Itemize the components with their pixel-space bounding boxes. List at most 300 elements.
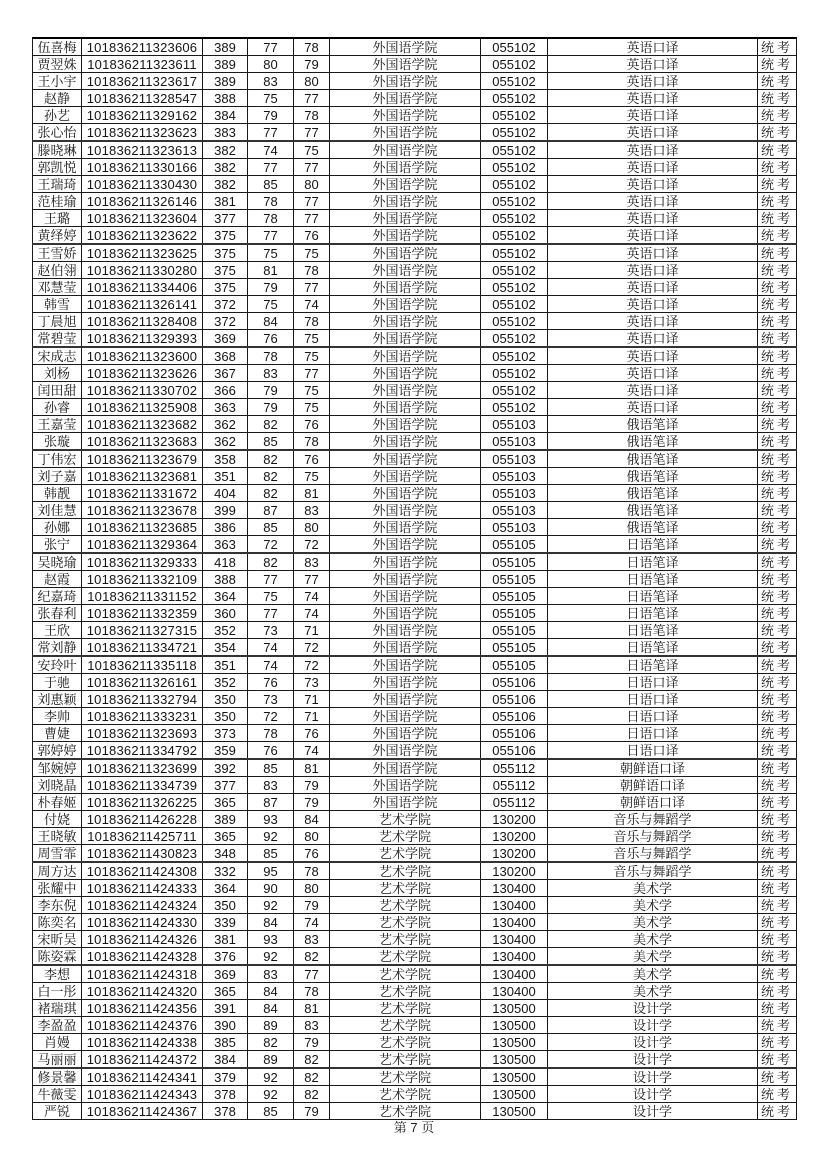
college: 艺术学院: [330, 914, 481, 931]
exam-type: 统考: [758, 605, 797, 622]
exam-type: 统考: [758, 725, 797, 742]
college: 外国语学院: [330, 347, 481, 365]
exam-type: 统考: [758, 1034, 797, 1051]
major-code: 055102: [481, 382, 548, 399]
score-3: 77: [294, 193, 330, 210]
score-2: 77: [248, 571, 294, 588]
exam-type: 统考: [758, 193, 797, 210]
major-name: 英语口译: [548, 38, 758, 56]
score-1: 350: [203, 708, 248, 725]
exam-type: 统考: [758, 176, 797, 193]
major-code: 130500: [481, 1034, 548, 1051]
score-2: 72: [248, 536, 294, 554]
score-2: 87: [248, 794, 294, 811]
major-name: 英语口译: [548, 193, 758, 210]
exam-id: 101836211323679: [82, 450, 203, 468]
college: 艺术学院: [330, 1051, 481, 1069]
college: 艺术学院: [330, 1068, 481, 1086]
college: 外国语学院: [330, 244, 481, 262]
major-code: 055106: [481, 742, 548, 760]
score-3: 79: [294, 794, 330, 811]
college: 外国语学院: [330, 330, 481, 348]
table-body: [33, 38, 797, 1120]
table-row: [33, 588, 797, 605]
major-code: 130500: [481, 1068, 548, 1086]
score-3: 75: [294, 382, 330, 399]
student-name: 韩雪: [33, 296, 82, 313]
table-row: [33, 708, 797, 725]
exam-id: 101836211424326: [82, 931, 203, 948]
score-1: 363: [203, 399, 248, 416]
score-1: 367: [203, 365, 248, 382]
score-3: 80: [294, 176, 330, 193]
student-name: 张春利: [33, 605, 82, 622]
exam-type: 统考: [758, 622, 797, 639]
score-3: 71: [294, 708, 330, 725]
exam-type: 统考: [758, 227, 797, 245]
score-1: 365: [203, 828, 248, 845]
college: 外国语学院: [330, 365, 481, 382]
score-3: 75: [294, 330, 330, 348]
score-1: 377: [203, 210, 248, 227]
score-1: 375: [203, 279, 248, 296]
exam-type: 统考: [758, 450, 797, 468]
score-1: 376: [203, 948, 248, 966]
score-2: 82: [248, 553, 294, 571]
college: 艺术学院: [330, 983, 481, 1000]
exam-id: 101836211326161: [82, 674, 203, 691]
exam-id: 101836211323623: [82, 124, 203, 142]
major-name: 日语口译: [548, 708, 758, 725]
student-name: 常刘静: [33, 639, 82, 657]
exam-type: 统考: [758, 141, 797, 159]
student-name: 刘佳慧: [33, 502, 82, 519]
exam-id: 101836211323613: [82, 141, 203, 159]
score-1: 351: [203, 656, 248, 674]
score-2: 81: [248, 262, 294, 279]
major-name: 美术学: [548, 983, 758, 1000]
student-name: 孙娜: [33, 519, 82, 536]
student-name: 邓慧莹: [33, 279, 82, 296]
score-2: 78: [248, 210, 294, 227]
college: 外国语学院: [330, 639, 481, 657]
major-name: 俄语笔译: [548, 416, 758, 433]
exam-id: 101836211323682: [82, 416, 203, 433]
major-name: 设计学: [548, 1000, 758, 1017]
table-row: [33, 468, 797, 485]
exam-id: 101836211323606: [82, 38, 203, 56]
score-2: 75: [248, 588, 294, 605]
major-name: 俄语笔译: [548, 502, 758, 519]
major-name: 英语口译: [548, 159, 758, 176]
admission-score-table: [32, 37, 797, 1120]
major-code: 055102: [481, 296, 548, 313]
exam-type: 统考: [758, 159, 797, 176]
major-name: 日语笔译: [548, 553, 758, 571]
exam-id: 101836211334792: [82, 742, 203, 760]
exam-type: 统考: [758, 691, 797, 708]
table-row: [33, 1051, 797, 1069]
student-name: 黄绎婷: [33, 227, 82, 245]
exam-id: 101836211323678: [82, 502, 203, 519]
college: 外国语学院: [330, 794, 481, 811]
major-code: 055102: [481, 56, 548, 73]
score-1: 378: [203, 1103, 248, 1120]
college: 外国语学院: [330, 536, 481, 554]
major-name: 英语口译: [548, 399, 758, 416]
exam-id: 101836211334739: [82, 777, 203, 794]
college: 艺术学院: [330, 1103, 481, 1120]
college: 外国语学院: [330, 416, 481, 433]
score-2: 93: [248, 931, 294, 948]
exam-type: 统考: [758, 279, 797, 296]
exam-type: 统考: [758, 656, 797, 674]
score-1: 360: [203, 605, 248, 622]
college: 外国语学院: [330, 193, 481, 210]
exam-type: 统考: [758, 519, 797, 536]
student-name: 李想: [33, 965, 82, 983]
score-2: 84: [248, 983, 294, 1000]
score-2: 74: [248, 656, 294, 674]
table-row: [33, 983, 797, 1000]
college: 艺术学院: [330, 811, 481, 828]
exam-id: 101836211326225: [82, 794, 203, 811]
score-3: 82: [294, 1068, 330, 1086]
exam-id: 101836211334721: [82, 639, 203, 657]
college: 外国语学院: [330, 725, 481, 742]
college: 外国语学院: [330, 519, 481, 536]
score-3: 78: [294, 107, 330, 124]
exam-id: 101836211323699: [82, 759, 203, 777]
exam-type: 统考: [758, 914, 797, 931]
college: 艺术学院: [330, 965, 481, 983]
table-row: [33, 416, 797, 433]
score-2: 75: [248, 296, 294, 313]
major-name: 美术学: [548, 897, 758, 914]
college: 艺术学院: [330, 828, 481, 845]
student-name: 张心怡: [33, 124, 82, 142]
exam-id: 101836211424338: [82, 1034, 203, 1051]
score-2: 75: [248, 244, 294, 262]
student-name: 于驰: [33, 674, 82, 691]
student-name: 闰田甜: [33, 382, 82, 399]
college: 艺术学院: [330, 1086, 481, 1103]
college: 外国语学院: [330, 571, 481, 588]
score-3: 81: [294, 1000, 330, 1017]
exam-id: 101836211424308: [82, 862, 203, 880]
major-code: 055112: [481, 777, 548, 794]
exam-type: 统考: [758, 742, 797, 760]
major-name: 音乐与舞蹈学: [548, 862, 758, 880]
college: 外国语学院: [330, 656, 481, 674]
major-code: 055102: [481, 399, 548, 416]
score-2: 79: [248, 399, 294, 416]
score-3: 83: [294, 553, 330, 571]
student-name: 纪嘉琦: [33, 588, 82, 605]
score-3: 77: [294, 365, 330, 382]
major-name: 俄语笔译: [548, 468, 758, 485]
score-1: 352: [203, 622, 248, 639]
exam-id: 101836211330280: [82, 262, 203, 279]
score-2: 92: [248, 1086, 294, 1103]
major-name: 设计学: [548, 1068, 758, 1086]
major-name: 日语笔译: [548, 536, 758, 554]
major-name: 日语口译: [548, 691, 758, 708]
score-3: 75: [294, 399, 330, 416]
score-2: 83: [248, 777, 294, 794]
table-row: [33, 141, 797, 159]
college: 外国语学院: [330, 296, 481, 313]
exam-id: 101836211332109: [82, 571, 203, 588]
major-code: 055102: [481, 90, 548, 107]
score-2: 79: [248, 279, 294, 296]
score-3: 76: [294, 416, 330, 433]
major-name: 朝鲜语口译: [548, 794, 758, 811]
exam-id: 101836211328408: [82, 313, 203, 330]
table-row: [33, 1017, 797, 1034]
score-3: 84: [294, 811, 330, 828]
table-row: [33, 811, 797, 828]
table-row: [33, 656, 797, 674]
major-name: 英语口译: [548, 279, 758, 296]
college: 外国语学院: [330, 313, 481, 330]
major-name: 日语笔译: [548, 622, 758, 639]
college: 外国语学院: [330, 605, 481, 622]
student-name: 范桂瑜: [33, 193, 82, 210]
major-code: 130200: [481, 862, 548, 880]
table-row: [33, 1000, 797, 1017]
score-2: 77: [248, 605, 294, 622]
score-1: 366: [203, 382, 248, 399]
score-3: 74: [294, 605, 330, 622]
exam-type: 统考: [758, 73, 797, 90]
college: 外国语学院: [330, 382, 481, 399]
college: 外国语学院: [330, 107, 481, 124]
major-name: 英语口译: [548, 90, 758, 107]
major-code: 055105: [481, 605, 548, 622]
exam-type: 统考: [758, 1017, 797, 1034]
exam-id: 101836211323600: [82, 347, 203, 365]
college: 外国语学院: [330, 708, 481, 725]
score-2: 79: [248, 382, 294, 399]
exam-id: 101836211424324: [82, 897, 203, 914]
score-1: 386: [203, 519, 248, 536]
major-code: 130400: [481, 931, 548, 948]
college: 外国语学院: [330, 90, 481, 107]
score-2: 92: [248, 828, 294, 845]
table-row: [33, 38, 797, 56]
table-row: [33, 502, 797, 519]
score-3: 80: [294, 828, 330, 845]
score-2: 95: [248, 862, 294, 880]
exam-type: 统考: [758, 862, 797, 880]
exam-type: 统考: [758, 897, 797, 914]
major-code: 055112: [481, 794, 548, 811]
major-name: 音乐与舞蹈学: [548, 828, 758, 845]
table-row: [33, 56, 797, 73]
score-1: 365: [203, 794, 248, 811]
table-row: [33, 965, 797, 983]
score-2: 75: [248, 90, 294, 107]
major-code: 055103: [481, 416, 548, 433]
exam-id: 101836211326141: [82, 296, 203, 313]
major-name: 英语口译: [548, 141, 758, 159]
exam-id: 101836211329333: [82, 553, 203, 571]
score-3: 72: [294, 656, 330, 674]
score-1: 348: [203, 845, 248, 863]
student-name: 郭婷婷: [33, 742, 82, 760]
major-name: 英语口译: [548, 330, 758, 348]
student-name: 牛薇雯: [33, 1086, 82, 1103]
score-3: 80: [294, 880, 330, 897]
score-3: 82: [294, 1051, 330, 1069]
score-2: 78: [248, 725, 294, 742]
student-name: 王雪娇: [33, 244, 82, 262]
score-2: 77: [248, 124, 294, 142]
college: 艺术学院: [330, 931, 481, 948]
student-name: 张宁: [33, 536, 82, 554]
college: 外国语学院: [330, 777, 481, 794]
exam-type: 统考: [758, 365, 797, 382]
major-name: 英语口译: [548, 210, 758, 227]
student-name: 常碧莹: [33, 330, 82, 348]
score-3: 78: [294, 262, 330, 279]
exam-id: 101836211331152: [82, 588, 203, 605]
student-name: 刘杨: [33, 365, 82, 382]
exam-type: 统考: [758, 244, 797, 262]
score-1: 351: [203, 468, 248, 485]
major-name: 日语口译: [548, 725, 758, 742]
major-name: 俄语笔译: [548, 450, 758, 468]
major-name: 日语笔译: [548, 571, 758, 588]
student-name: 周方达: [33, 862, 82, 880]
exam-id: 101836211424376: [82, 1017, 203, 1034]
major-code: 055102: [481, 141, 548, 159]
score-1: 362: [203, 416, 248, 433]
score-1: 383: [203, 124, 248, 142]
exam-type: 统考: [758, 1068, 797, 1086]
major-code: 055103: [481, 450, 548, 468]
score-2: 84: [248, 914, 294, 931]
major-name: 俄语笔译: [548, 519, 758, 536]
exam-type: 统考: [758, 382, 797, 399]
major-name: 英语口译: [548, 227, 758, 245]
score-3: 78: [294, 313, 330, 330]
exam-id: 101836211332359: [82, 605, 203, 622]
student-name: 滕晓琳: [33, 141, 82, 159]
major-code: 055112: [481, 759, 548, 777]
student-name: 张耀中: [33, 880, 82, 897]
major-name: 英语口译: [548, 262, 758, 279]
score-1: 363: [203, 536, 248, 554]
score-3: 82: [294, 948, 330, 966]
exam-type: 统考: [758, 56, 797, 73]
score-2: 74: [248, 141, 294, 159]
table-row: [33, 210, 797, 227]
student-name: 吴晓瑜: [33, 553, 82, 571]
table-row: [33, 176, 797, 193]
student-name: 白一彤: [33, 983, 82, 1000]
score-2: 74: [248, 639, 294, 657]
student-name: 王嘉莹: [33, 416, 82, 433]
major-code: 130200: [481, 828, 548, 845]
college: 外国语学院: [330, 468, 481, 485]
score-3: 82: [294, 1086, 330, 1103]
table-row: [33, 862, 797, 880]
exam-id: 101836211424343: [82, 1086, 203, 1103]
score-1: 399: [203, 502, 248, 519]
student-name: 邹婉婷: [33, 759, 82, 777]
exam-type: 统考: [758, 210, 797, 227]
exam-type: 统考: [758, 1051, 797, 1069]
student-name: 王璐: [33, 210, 82, 227]
score-1: 354: [203, 639, 248, 657]
major-name: 英语口译: [548, 56, 758, 73]
student-name: 王小宇: [33, 73, 82, 90]
score-1: 369: [203, 330, 248, 348]
major-name: 美术学: [548, 965, 758, 983]
score-2: 92: [248, 897, 294, 914]
major-code: 055102: [481, 124, 548, 142]
exam-type: 统考: [758, 759, 797, 777]
table-row: [33, 1086, 797, 1103]
table-row: [33, 536, 797, 554]
student-name: 陈姿霖: [33, 948, 82, 966]
major-name: 英语口译: [548, 107, 758, 124]
score-1: 381: [203, 193, 248, 210]
major-code: 130400: [481, 880, 548, 897]
exam-type: 统考: [758, 1086, 797, 1103]
table-row: [33, 622, 797, 639]
score-3: 78: [294, 983, 330, 1000]
exam-id: 101836211426228: [82, 811, 203, 828]
college: 外国语学院: [330, 553, 481, 571]
student-name: 王瑞琦: [33, 176, 82, 193]
table-row: [33, 1068, 797, 1086]
score-3: 81: [294, 485, 330, 502]
major-code: 130400: [481, 897, 548, 914]
exam-id: 101836211328547: [82, 90, 203, 107]
student-name: 韩靓: [33, 485, 82, 502]
table-row: [33, 1034, 797, 1051]
table-row: [33, 262, 797, 279]
score-3: 71: [294, 622, 330, 639]
score-1: 377: [203, 777, 248, 794]
score-1: 378: [203, 1086, 248, 1103]
score-2: 93: [248, 811, 294, 828]
table-row: [33, 948, 797, 966]
major-name: 美术学: [548, 880, 758, 897]
table-row: [33, 828, 797, 845]
table-row: [33, 519, 797, 536]
college: 外国语学院: [330, 502, 481, 519]
major-code: 055102: [481, 107, 548, 124]
score-1: 372: [203, 296, 248, 313]
college: 外国语学院: [330, 588, 481, 605]
exam-id: 101836211332794: [82, 691, 203, 708]
table-row: [33, 674, 797, 691]
college: 外国语学院: [330, 38, 481, 56]
student-name: 王晓敏: [33, 828, 82, 845]
major-name: 美术学: [548, 948, 758, 966]
score-1: 379: [203, 1068, 248, 1086]
student-name: 褚瑞琪: [33, 1000, 82, 1017]
student-name: 丁伟宏: [33, 450, 82, 468]
score-1: 350: [203, 691, 248, 708]
college: 艺术学院: [330, 862, 481, 880]
score-3: 79: [294, 897, 330, 914]
table-row: [33, 880, 797, 897]
